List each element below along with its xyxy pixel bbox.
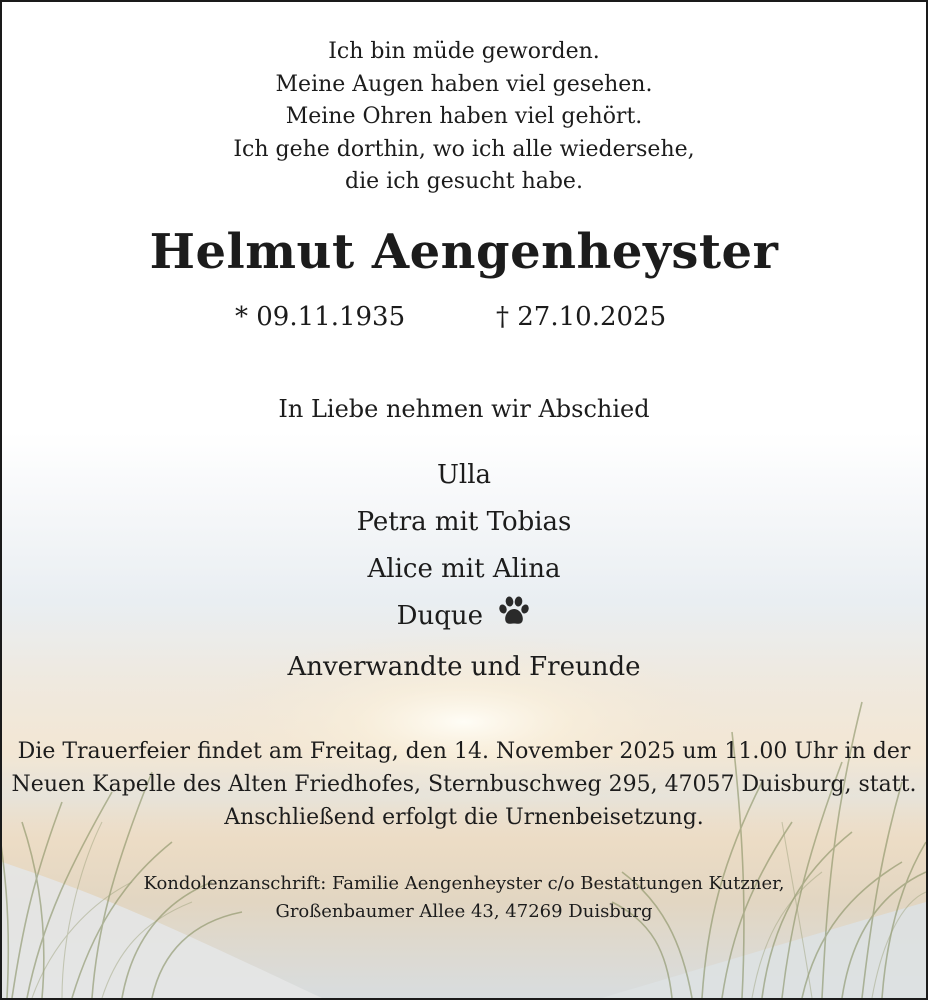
service-line: Die Trauerfeier findet am Freitag, den 14. November 2025 um 11.00 Uhr in der (17, 739, 911, 764)
funeral-service-info (2, 735, 926, 834)
condolence-address (2, 870, 926, 926)
poem-line: Ich bin müde geworden. (328, 39, 600, 64)
paw-print-icon (497, 594, 531, 644)
poem-line: Ich gehe dorthin, wo ich alle wiedersehe, (233, 136, 695, 162)
service-line: Anschließend erfolgt die Urnenbeisetzung. (224, 805, 704, 830)
contact-line: Großenbaumer Allee 43, 47269 Duisburg (275, 901, 653, 922)
mourner-alice: Alice mit Alina (367, 554, 561, 584)
mourner-petra: Petra mit Tobias (356, 507, 572, 537)
contact-line: Kondolenzanschrift: Familie Aengenheyster c/o Bestattungen Kutzner, (143, 873, 785, 894)
deceased-name: Helmut Aengenheyster (149, 224, 779, 280)
poem-line: Meine Ohren haben viel gehört. (285, 104, 643, 129)
mourner-relatives: Anverwandte und Freunde (287, 652, 641, 682)
poem-line: Meine Augen haben viel gesehen. (275, 71, 653, 97)
poem (2, 36, 926, 199)
farewell-intro: In Liebe nehmen wir Abschied (278, 395, 650, 423)
service-line: Neuen Kapelle des Alten Friedhofes, Sternbuschweg 295, 47057 Duisburg, statt. (11, 772, 917, 797)
mourner-duque (2, 593, 926, 644)
birth-date: * 09.11.1935 (235, 302, 406, 332)
mourner-duque-label: Duque (396, 601, 484, 631)
mourners-list (2, 452, 926, 691)
mourner-ulla: Ulla (436, 460, 492, 490)
poem-line: die ich gesucht habe. (345, 169, 583, 194)
death-date: † 27.10.2025 (496, 302, 667, 332)
